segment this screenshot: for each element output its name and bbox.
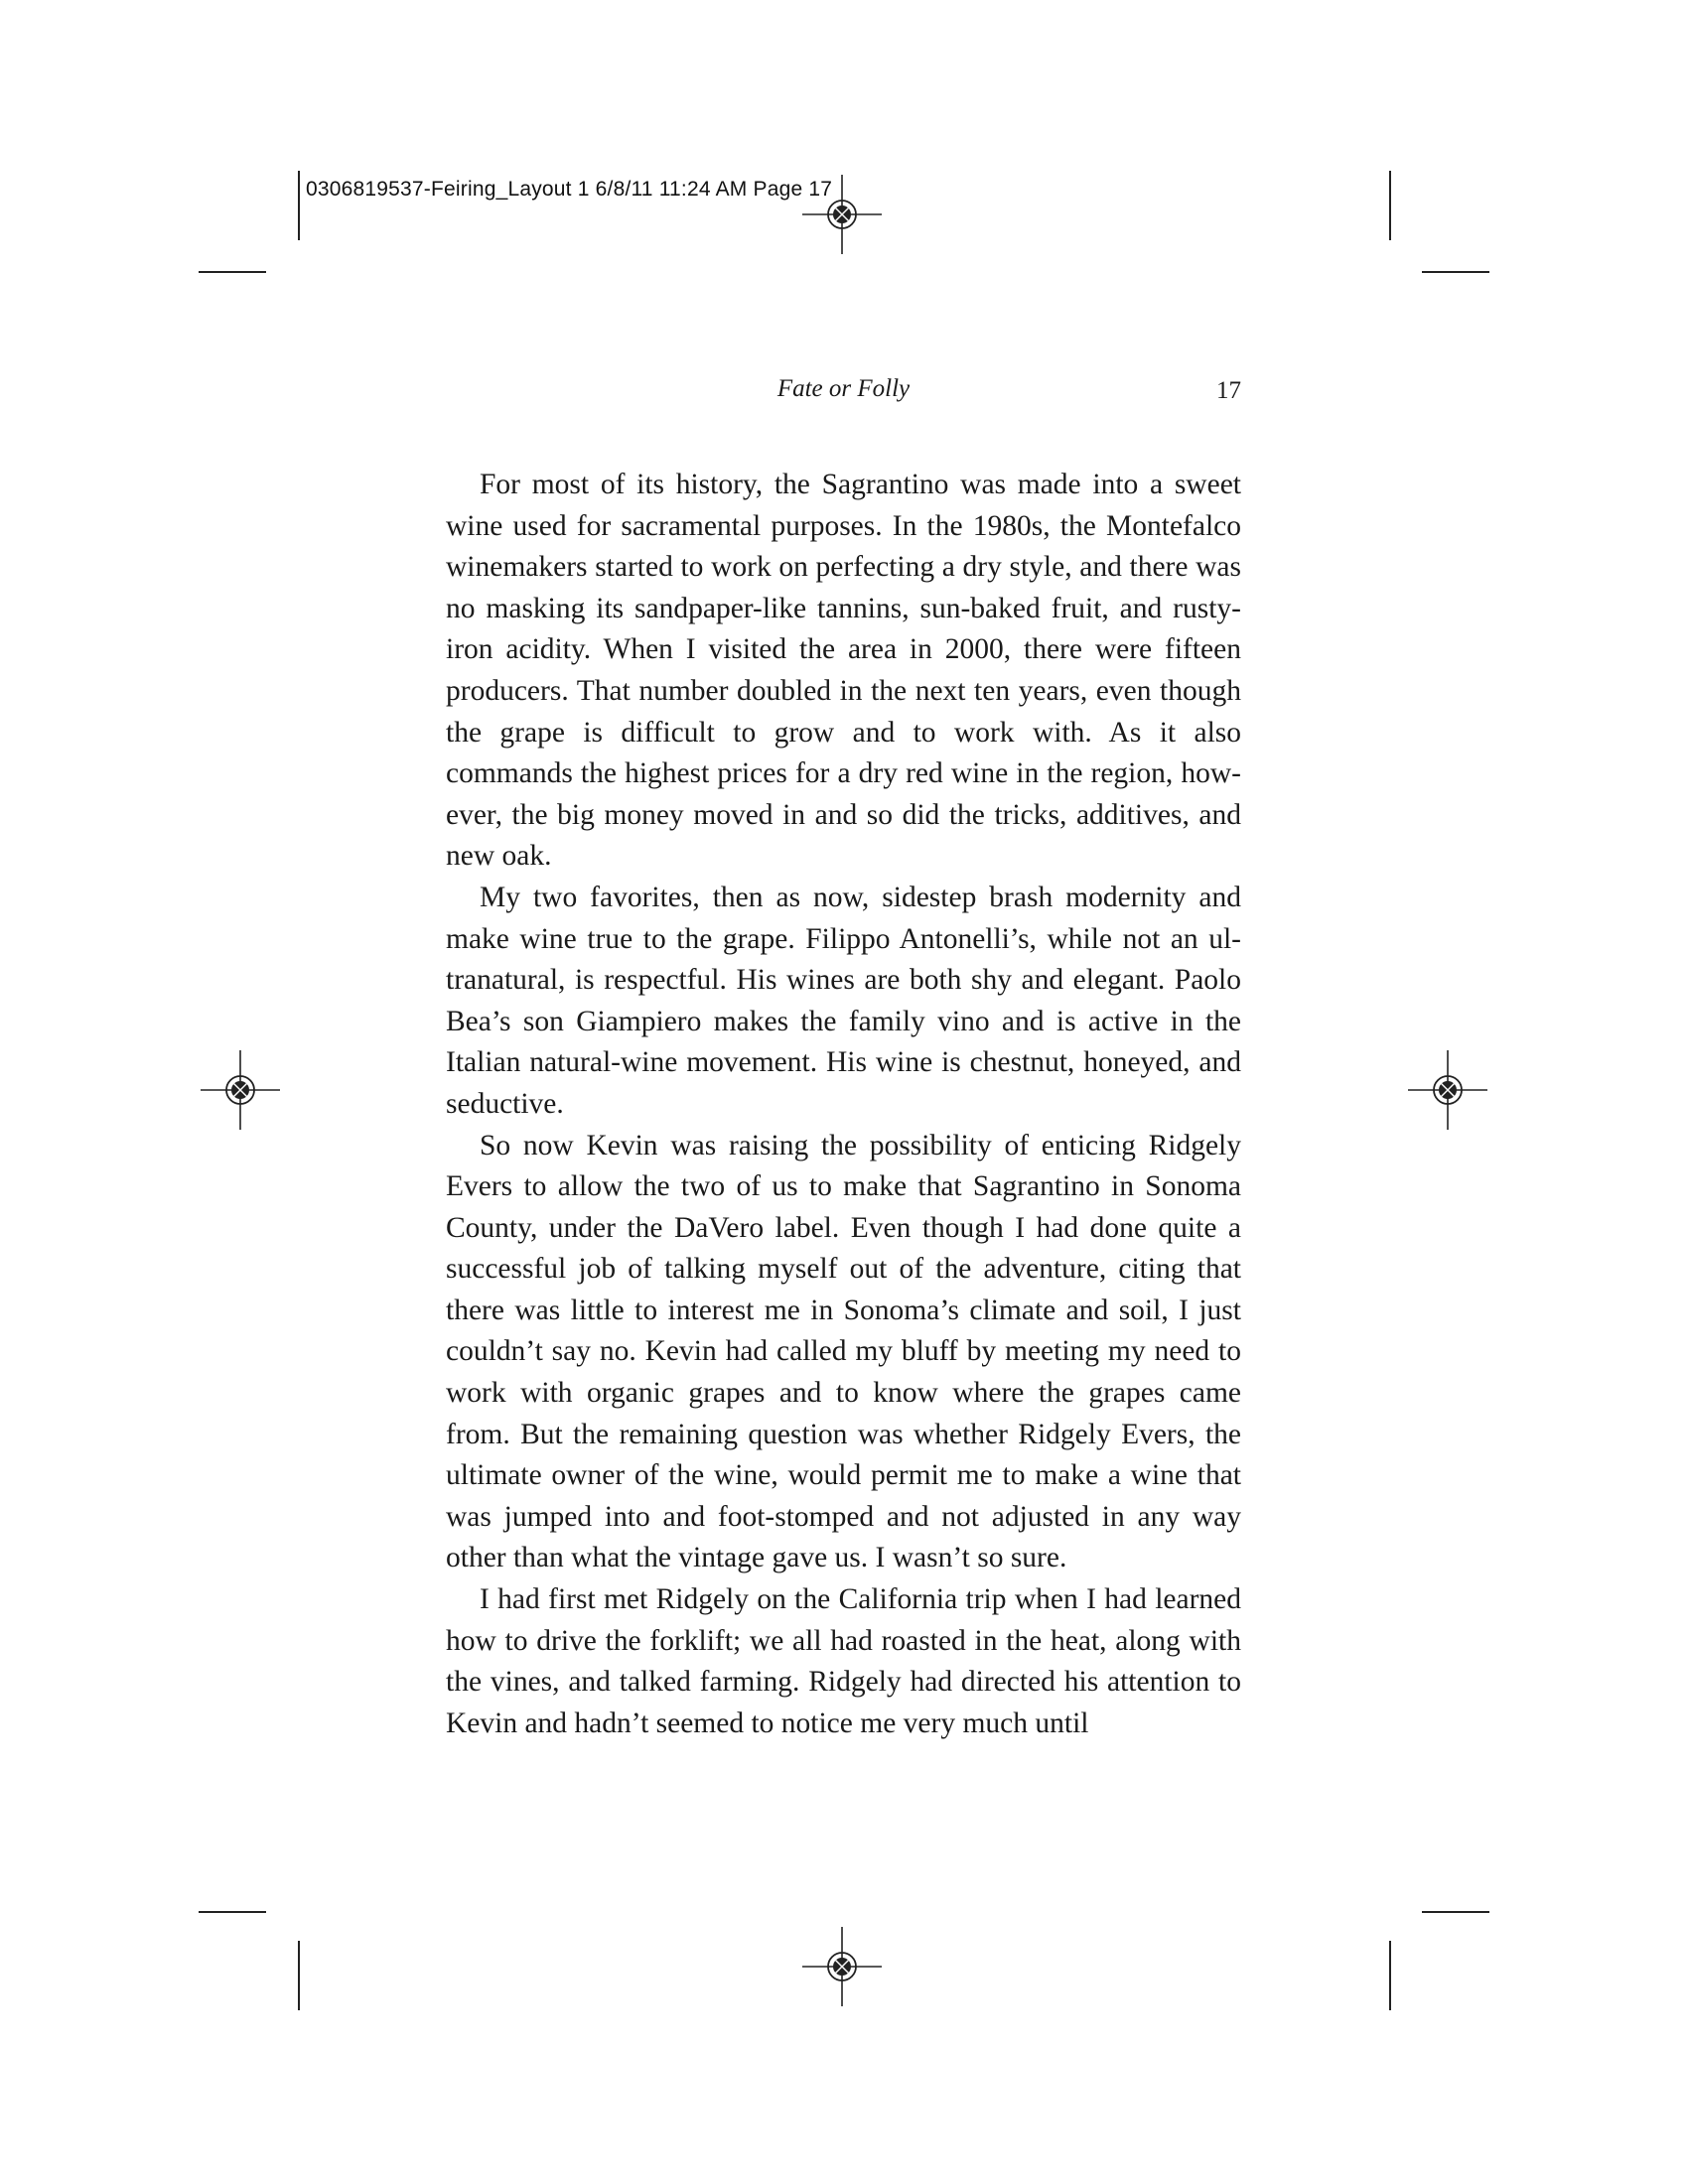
page-number: 17 [1216, 377, 1241, 404]
running-head [446, 375, 1241, 411]
registration-mark-left-icon [201, 1050, 280, 1130]
crop-mark-top-right-horizontal [1422, 271, 1489, 273]
crop-mark-bottom-right-horizontal [1422, 1911, 1489, 1913]
registration-mark-right-icon [1408, 1050, 1487, 1130]
printer-slug-line: 0306819537-Feiring_Layout 1 6/8/11 11:24 AM Page 17 [306, 178, 833, 201]
crop-mark-top-left-horizontal [199, 271, 266, 273]
crop-mark-bottom-left-horizontal [199, 1911, 266, 1913]
paragraph-3: So now Kevin was raising the possibility of enticing Ridgely Evers to allow the two of us to make that Sagrantino in Sonoma County, under the DaVero label. Even though I had done quite a successful job of talking myself out of the adventure, citing that there was little to interest me in Sonoma’s climate and soil, I just couldn’t say no. Kevin had called my bluff by meeting my need to work with organic grapes and to know where the grapes came from. But the remaining question was whether Ridgely Evers, the ultimate owner of the wine, would permit me to make a wine that was jumped into and foot-stomped and not adjusted in any way other than what the vintage gave us. I wasn’t so sure. [446, 1129, 1241, 1574]
paragraph-1: For most of its history, the Sagrantino was made into a sweet wine used for sacramental purposes. In the 1980s, the Montefalco winemakers started to work on perfecting a dry style, and there was no masking its sandpaper-like tannins, sun-baked fruit, and rusty-iron acidity. When I visited the area in 2000, there were fifteen producers. That number doubled in the next ten years, even though the grape is difficult to grow and to work with. As it also commands the highest prices for a dry red wine in the region, however, the big money moved in and so did the tricks, additives, and new oak. [446, 469, 1241, 873]
paragraph-4: I had first met Ridgely on the California trip when I had learned how to drive the forklift; we all had roasted in the heat, along with the vines, and talked farming. Ridgely had directed his attention to Kevin and hadn’t seemed to notice me very much until [446, 1583, 1241, 1739]
crop-mark-bottom-right-vertical [1389, 1941, 1391, 2010]
registration-mark-top-icon [802, 175, 882, 254]
crop-mark-top-right-vertical [1389, 171, 1391, 240]
body-text [446, 465, 1241, 1744]
registration-mark-bottom-icon [802, 1927, 882, 2006]
crop-mark-top-left-vertical [298, 171, 300, 240]
crop-mark-bottom-left-vertical [298, 1941, 300, 2010]
paragraph-2: My two favorites, then as now, sidestep brash modernity and make wine true to the grape. Filippo Antonelli’s, while not an ultranatural, is respectful. His wines are both shy and elegant. Paolo Bea’s son Giampiero makes the family vino and is active in the Italian natural-wine movement. His wine is chestnut, honeyed, and seductive. [446, 881, 1241, 1120]
running-head-title: Fate or Folly [776, 375, 911, 402]
